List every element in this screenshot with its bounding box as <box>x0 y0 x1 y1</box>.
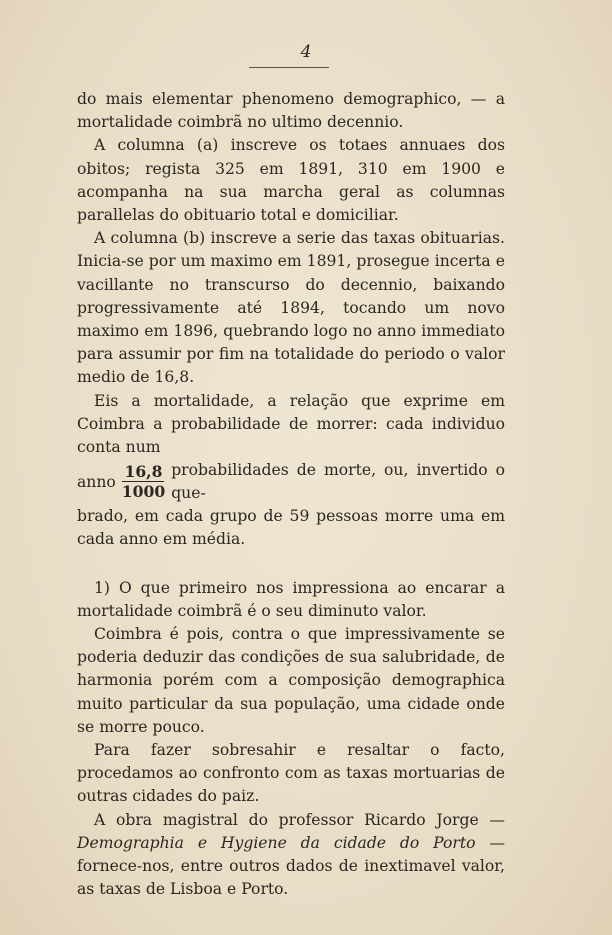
paragraph-1: do mais elementar phenomeno demographico, — a mortalidade coimbrã no ultimo decennio. <box>77 90 505 132</box>
paragraph-3: A columna (b) inscreve a serie das taxas obituarias. Inicia-se por um maximo em 1891, prosegue incerta e vacillante no transcurso do decennio, baixando progressivamente até 1894, tocando um novo maximo em 1896, quebrando logo no anno immediato para assumir por fim na totalidade do periodo o valor medio de 16,8. <box>77 229 505 387</box>
section-paragraph-1: 1) O que primeiro nos impressiona ao encarar a mortalidade coimbrã é o seu diminuto valor. <box>77 578 505 620</box>
section-paragraph-2: Coimbra é pois, contra o que impressivamente se poderia deduzir das condições de sua salubridade, de harmonia porém com a composição demographica muito particular da sua população, uma cidade onde se morre pouco. <box>77 625 505 736</box>
paragraph-4: Eis a mortalidade, a relação que exprime em Coimbra a probabilidade de morrer: cada individuo conta num <box>77 391 505 457</box>
fraction-line <box>77 459 505 505</box>
page-number: 4 <box>300 42 312 62</box>
paragraph-2: A columna (a) inscreve os totaes annuaes dos obitos; regista 325 em 1891, 310 em 1900 e acompanha na sua marcha geral as columnas parallelas do obituario total e domiciliar. <box>77 136 505 225</box>
fraction-denominator: 1000 <box>121 481 166 501</box>
section-paragraph-3: Para fazer sobresahir e resaltar o facto, procedamos ao confronto com as taxas mortuarias de outras cidades do paiz. <box>77 741 505 806</box>
body-text <box>77 88 505 902</box>
fraction-before: anno <box>77 472 116 491</box>
header-rule <box>249 67 329 68</box>
fraction <box>122 463 165 502</box>
last-paragraph <box>77 809 505 902</box>
fraction-after: probabilidades de morte, ou, invertido o que- <box>171 461 505 503</box>
paragraph-after-fraction: brado, em cada grupo de 59 pessoas morre uma em cada anno em média. <box>77 507 505 549</box>
section-gap <box>77 552 505 577</box>
last-paragraph-lead: A obra magistral do professor Ricardo Jorge — <box>94 810 505 829</box>
fraction-numerator: 16,8 <box>124 461 163 481</box>
book-title: Demographia e Hygiene da cidade do Porto <box>77 833 476 852</box>
last-paragraph-trail: — fornece-nos, entre outros dados de inextimavel valor, as taxas de Lisboa e Porto. <box>77 833 505 899</box>
